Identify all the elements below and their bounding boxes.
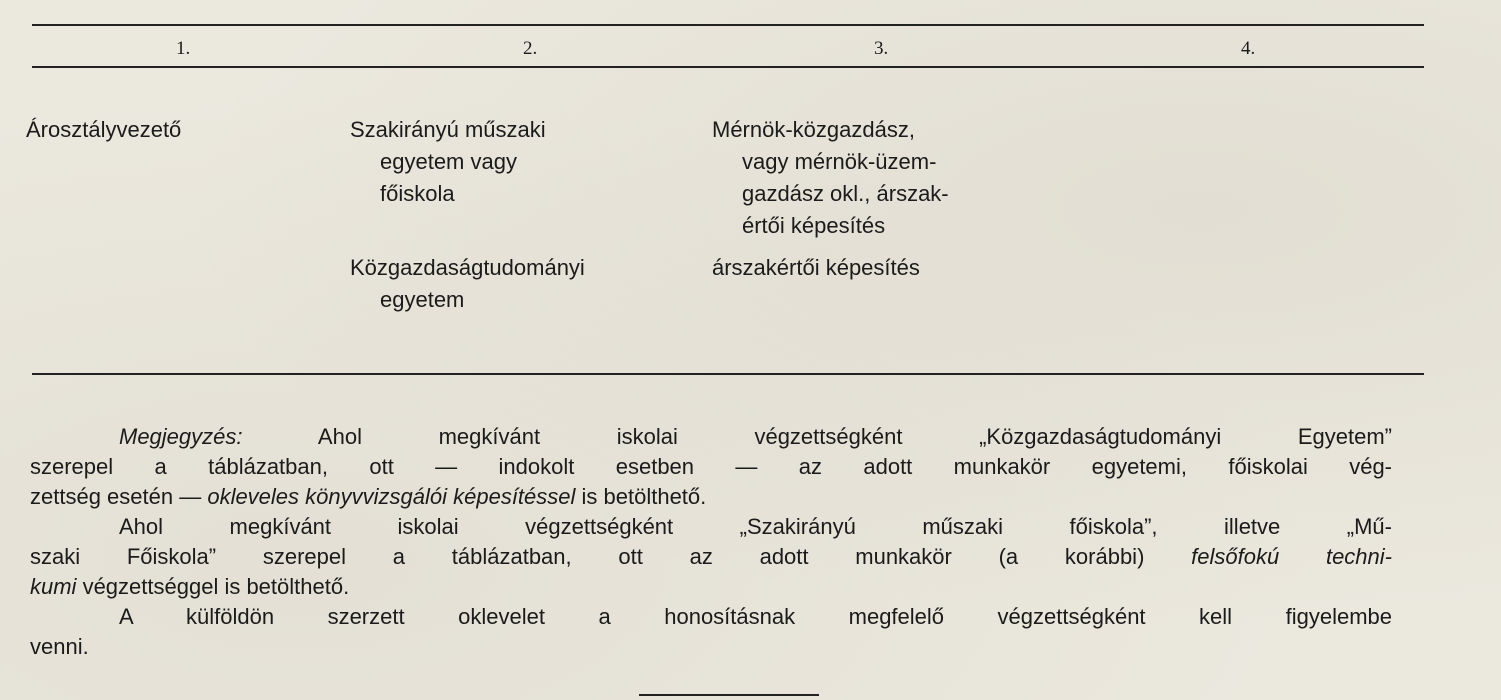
note-line: szerepel a táblázatban, ott — indokolt esetben — az adott munkakör egyetemi, főiskolai vég- — [30, 454, 1392, 479]
education-line: főiskola — [380, 181, 455, 206]
row-1-education — [350, 114, 546, 210]
emphasis: felsőfokú techni- — [1191, 544, 1392, 569]
education-line: egyetem vagy — [380, 149, 517, 174]
end-rule — [639, 694, 819, 696]
column-number-4: 4. — [1241, 38, 1256, 59]
note-label: Megjegyzés: — [119, 424, 243, 449]
qualification-line: gazdász okl., árszak- — [742, 181, 949, 206]
note-line: venni. — [30, 634, 89, 659]
qualification-line: Mérnök-közgazdász, — [712, 117, 915, 142]
column-number-1: 1. — [176, 38, 191, 59]
row-1-position — [26, 114, 181, 146]
qualification-line: árszakértői képesítés — [712, 255, 920, 280]
note-line: szaki Főiskola” szerepel a táblázatban, ott az adott munkakör (a korábbi) felsőfokú techni- — [30, 544, 1392, 569]
education-line: Szakirányú műszaki — [350, 117, 546, 142]
emphasis: okleveles könyvvizsgálói képesítéssel — [207, 484, 576, 509]
table-top-rule — [32, 24, 1424, 26]
note-line: Ahol megkívánt iskolai végzettségként „Szakirányú műszaki főiskola”, illetve „Mű- — [119, 514, 1392, 539]
note-line: zettség esetén — okleveles könyvvizsgálói képesítéssel is betölthető. — [30, 484, 707, 509]
note-line: A külföldön szerzett oklevelet a honosításnak megfelelő végzettségként kell figyelembe — [119, 604, 1392, 629]
row-2-education — [350, 252, 585, 316]
emphasis: kumi — [30, 574, 77, 599]
note-line: kumi végzettséggel is betölthető. — [30, 574, 350, 599]
table-bottom-rule — [32, 373, 1424, 375]
education-line: Közgazdaságtudományi — [350, 255, 585, 280]
row-2-qualification — [712, 252, 920, 284]
note-block — [30, 422, 1392, 662]
column-number-2: 2. — [523, 38, 538, 59]
row-1-qualification — [712, 114, 949, 242]
note-line: Megjegyzés: Ahol megkívánt iskolai végzettségként „Közgazdaságtudományi Egyetem” — [119, 424, 1392, 449]
column-number-3: 3. — [874, 38, 889, 59]
table-header-rule — [32, 66, 1424, 68]
position-title: Árosztályvezető — [26, 117, 182, 142]
qualification-line: értői képesítés — [742, 213, 886, 238]
education-line: egyetem — [380, 287, 465, 312]
qualification-line: vagy mérnök-üzem- — [742, 149, 937, 174]
